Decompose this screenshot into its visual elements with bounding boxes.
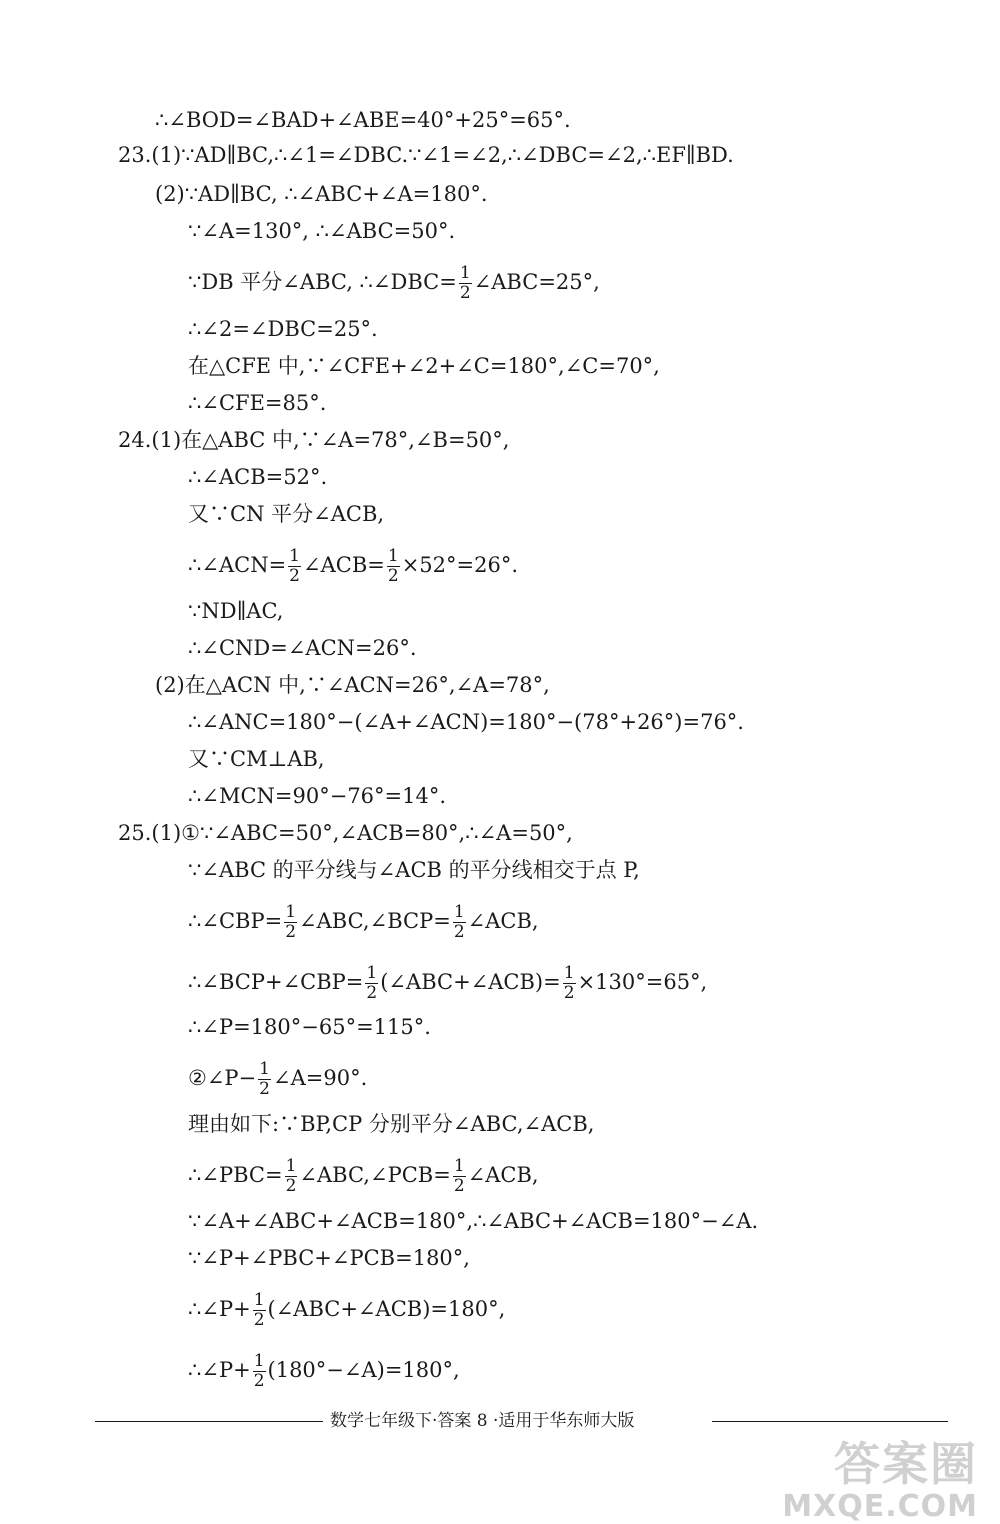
line-22: ∴∠BCP+∠CBP= $\frac{1}{2}$ (∠ABC+∠ACB)= $\frac{1}{2}$ ×130°=65°, xyxy=(188,963,708,1003)
fraction-half: $\frac{1}{2}$ xyxy=(285,1156,297,1196)
line-14: ∴∠CND=∠ACN=26°. xyxy=(188,636,417,660)
fraction-half: $\frac{1}{2}$ xyxy=(459,263,471,303)
fraction-half: $\frac{1}{2}$ xyxy=(259,1059,270,1099)
line-13: ∵ND∥AC, xyxy=(188,599,284,623)
line-8: ∴∠CFE=85°. xyxy=(188,391,327,415)
line-1: ∴∠BOD=∠BAD+∠ABE=40°+25°=65°. xyxy=(155,108,571,132)
page-footer: 数学七年级下·答案 8 ·适用于华东师大版 xyxy=(330,1411,635,1431)
line-15: (2)在△ACN 中,∵∠ACN=26°,∠A=78°, xyxy=(155,673,550,697)
fraction-half: $\frac{1}{2}$ xyxy=(366,963,378,1003)
fraction-half: $\frac{1}{2}$ xyxy=(285,902,297,942)
line-28: ∵∠P+∠PBC+∠PCB=180°, xyxy=(188,1246,470,1270)
line-6: ∴∠2=∠DBC=25°. xyxy=(188,317,378,341)
line-3: (2)∵AD∥BC, ∴∠ABC+∠A=180°. xyxy=(155,182,488,206)
line-11: 又∵CN 平分∠ACB, xyxy=(188,502,385,526)
line-20: ∵∠ABC 的平分线与∠ACB 的平分线相交于点 P, xyxy=(188,858,640,882)
line-9: 24.(1)在△ABC 中,∵∠A=78°,∠B=50°, xyxy=(118,428,510,452)
line-2: 23.(1)∵AD∥BC,∴∠1=∠DBC.∵∠1=∠2,∴∠DBC=∠2,∴EF∥BD. xyxy=(118,143,734,167)
watermark-url: MXQE.COM xyxy=(782,1489,978,1524)
line-23: ∴∠P=180°−65°=115°. xyxy=(188,1015,431,1039)
fraction-half: $\frac{1}{2}$ xyxy=(289,546,300,586)
line-5: ∵DB 平分∠ABC, ∴∠DBC= $\frac{1}{2}$ ∠ABC=25°, xyxy=(188,263,600,303)
line-29: ∴∠P+ $\frac{1}{2}$ (∠ABC+∠ACB)=180°, xyxy=(188,1290,506,1330)
line-18: ∴∠MCN=90°−76°=14°. xyxy=(188,784,447,808)
line-4: ∵∠A=130°, ∴∠ABC=50°. xyxy=(188,219,456,243)
line-19: 25.(1)①∵∠ABC=50°,∠ACB=80°,∴∠A=50°, xyxy=(118,821,573,845)
line-16: ∴∠ANC=180°−(∠A+∠ACN)=180°−(78°+26°)=76°. xyxy=(188,710,744,734)
line-24: ②∠P− $\frac{1}{2}$ ∠A=90°. xyxy=(188,1059,368,1099)
line-25: 理由如下:∵BP,CP 分别平分∠ABC,∠ACB, xyxy=(188,1112,595,1136)
line-21: ∴∠CBP= $\frac{1}{2}$ ∠ABC,∠BCP= $\frac{1}{2}$ ∠ACB, xyxy=(188,902,539,942)
line-27: ∵∠A+∠ABC+∠ACB=180°,∴∠ABC+∠ACB=180°−∠A. xyxy=(188,1209,759,1233)
footer-rule-right xyxy=(712,1421,948,1422)
footer-rule-left xyxy=(95,1421,323,1422)
line-12: ∴∠ACN= $\frac{1}{2}$ ∠ACB= $\frac{1}{2}$ ×52°=26°. xyxy=(188,546,518,586)
fraction-half: $\frac{1}{2}$ xyxy=(453,902,465,942)
watermark-logo xyxy=(782,1438,978,1524)
fraction-half: $\frac{1}{2}$ xyxy=(563,963,575,1003)
line-10: ∴∠ACB=52°. xyxy=(188,465,328,489)
fraction-half: $\frac{1}{2}$ xyxy=(253,1290,265,1330)
line-7: 在△CFE 中,∵∠CFE+∠2+∠C=180°,∠C=70°, xyxy=(188,354,660,378)
fraction-half: $\frac{1}{2}$ xyxy=(453,1156,465,1196)
fraction-half: $\frac{1}{2}$ xyxy=(253,1351,265,1391)
line-30: ∴∠P+ $\frac{1}{2}$ (180°−∠A)=180°, xyxy=(188,1351,460,1391)
fraction-half: $\frac{1}{2}$ xyxy=(387,546,399,586)
line-26: ∴∠PBC= $\frac{1}{2}$ ∠ABC,∠PCB= $\frac{1}{2}$ ∠ACB, xyxy=(188,1156,539,1196)
line-17: 又∵CM⊥AB, xyxy=(188,747,325,771)
watermark-icon-text: 答案圈 xyxy=(834,1437,978,1491)
